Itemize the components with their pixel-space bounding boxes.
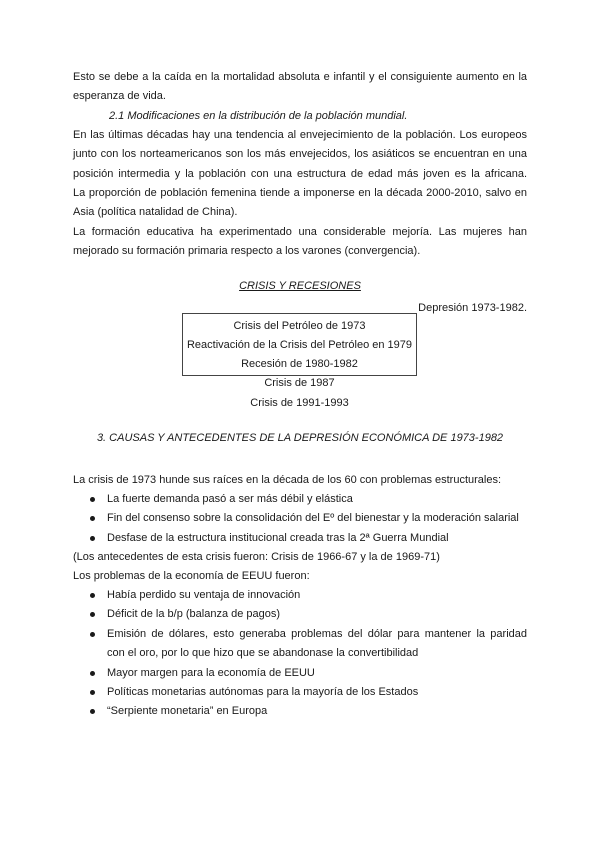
crisis-1991: Crisis de 1991-1993 xyxy=(250,397,349,409)
list-item: Déficit de la b/p (balanza de pagos) xyxy=(73,605,527,624)
causes-list xyxy=(73,490,527,548)
intro-paragraph xyxy=(73,68,527,107)
text-line: La formación educativa ha experimentado una considerable mejoría. Las mujeres han xyxy=(73,226,527,238)
section-2-1-para-3 xyxy=(73,223,527,262)
section-2-1-heading: 2.1 Modificaciones en la distribución de la población mundial. xyxy=(109,110,408,122)
intro-line-1: Esto se debe a la caída en la mortalidad absoluta e infantil y el consiguiente aumento en la xyxy=(73,71,527,83)
crisis-box xyxy=(182,313,417,376)
list-item: “Serpiente monetaria” en Europa xyxy=(73,702,527,721)
bullet-icon xyxy=(90,516,95,521)
list-item: Mayor margen para la economía de EEUU xyxy=(73,664,527,683)
bullet-icon xyxy=(90,671,95,676)
text-line: La proporción de población femenina tiende a imponerse en la década 2000-2010, salvo en xyxy=(73,187,527,199)
text-line: posición intermedia y la población con una estructura de edad más joven es la africana. xyxy=(73,167,527,180)
bullet-icon xyxy=(90,612,95,617)
depresion-label: Depresión 1973-1982. xyxy=(418,302,527,314)
list-item: Había perdido su ventaja de innovación xyxy=(73,586,527,605)
intro-line-2: esperanza de vida. xyxy=(73,90,166,103)
bullet-icon xyxy=(90,632,95,637)
section-2-1-para-2 xyxy=(73,184,527,223)
bullet-icon xyxy=(90,690,95,695)
text-line: mejorado su formación primaria respecto a los varones (convergencia). xyxy=(73,245,421,258)
section-3-intro: La crisis de 1973 hunde sus raíces en la década de los 60 con problemas estructurales: xyxy=(73,474,502,486)
section-3-heading: 3. CAUSAS Y ANTECEDENTES DE LA DEPRESIÓN ECONÓMICA DE 1973-1982 xyxy=(96,432,504,444)
bullet-icon xyxy=(90,709,95,714)
bullet-icon xyxy=(90,497,95,502)
box-line-2: Reactivación de la Crisis del Petróleo en 1979 xyxy=(186,339,413,351)
text-line: En las últimas décadas hay una tendencia al envejecimiento de la población. Los europeos xyxy=(73,129,527,141)
text-line: Asia (política natalidad de China). xyxy=(73,206,238,219)
problems-list xyxy=(73,586,527,722)
bullet-icon xyxy=(90,536,95,541)
bullet-icon xyxy=(90,593,95,598)
list-item: Fin del consenso sobre la consolidación del Eº del bienestar y la moderación salarial xyxy=(73,509,527,528)
box-line-3: Recesión de 1980-1982 xyxy=(241,358,358,370)
list-item: Emisión de dólares, esto generaba problemas del dólar para mantener la paridad con el oro, por lo que hizo que se abandonase la convertibilidad xyxy=(73,625,527,664)
crisis-1987: Crisis de 1987 xyxy=(264,377,335,389)
list-item: Políticas monetarias autónomas para la mayoría de los Estados xyxy=(73,683,527,702)
problemas-line: Los problemas de la economía de EEUU fueron: xyxy=(73,570,310,582)
antecedentes-line: (Los antecedentes de esta crisis fueron: Crisis de 1966-67 y la de 1969-71) xyxy=(73,551,440,563)
text-line: junto con los norteamericanos son los más envejecidos, los asiáticos se encuentran en una xyxy=(73,148,527,161)
list-item: Desfase de la estructura institucional creada tras la 2ª Guerra Mundial xyxy=(73,529,527,548)
section-2-1-para-1 xyxy=(73,126,527,184)
box-line-1: Crisis del Petróleo de 1973 xyxy=(233,320,366,332)
list-item: La fuerte demanda pasó a ser más débil y elástica xyxy=(73,490,527,509)
crisis-title: CRISIS Y RECESIONES xyxy=(239,280,361,292)
